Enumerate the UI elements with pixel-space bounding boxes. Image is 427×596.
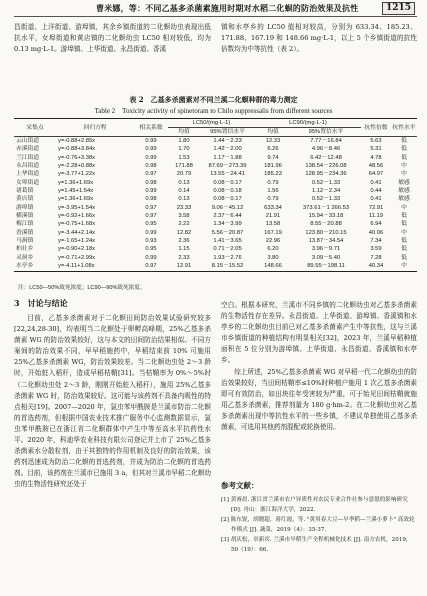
cell-lc90: 21.91 [265,213,281,220]
cell-lc90: 633.34 [264,204,282,211]
table-row [14,195,417,203]
cell-equation: y=-3.44+2.14x [58,229,96,236]
cell-lc90-ci: 128.95－234.36 [305,171,347,178]
table-row [14,187,417,195]
table-row [14,162,417,170]
table-row [14,254,417,262]
cell-equation: y=1.45+1.54x [58,188,94,195]
toxicity-table [14,118,417,272]
cell-ratio: 72.91 [368,204,384,211]
header-lc90: LC90/(mg·L-1) [255,119,361,128]
header-level: 抗性水平 [392,124,416,131]
cell-lc50: 0.13 [178,179,190,186]
cell-level: 中 [401,171,407,178]
top-right-text [221,22,417,55]
table-row [14,145,417,153]
cell-ratio: 0.41 [370,196,382,203]
cell-level: 低 [401,154,407,161]
cell-lc50-ci: 1.34－3.99 [213,221,242,228]
cell-lc90: 9.74 [267,154,279,161]
cell-level: 低 [401,213,407,220]
header-ratio: 抗性倍数 [364,124,388,131]
cell-lc90: 6.26 [267,146,279,153]
cell-lc90: 0.79 [267,179,279,186]
cell-level: 敏感 [398,188,410,195]
cell-ratio: 3.59 [370,246,382,253]
cell-site: 香溪镇 [16,229,34,236]
cell-lc50: 2.33 [178,254,190,261]
cell-level: 低 [401,138,407,144]
cell-equation: y=-0.90+2.18x [58,246,96,253]
cell-ratio: 48.56 [368,163,384,170]
cell-equation: y=-0.88+2.85x [58,138,96,144]
cell-lc90-ci: 123.80－210.15 [305,229,347,236]
header-r: 相关系数 [139,124,163,131]
right-body [221,300,417,433]
cell-level: 低 [401,221,407,228]
cell-lc50: 2.22 [178,221,190,228]
cell-ratio: 40.34 [368,263,384,270]
cell-lc90-ci: 8.55－20.88 [310,221,342,228]
cell-lc90: 6.20 [267,246,279,253]
cell-r: 0.99 [145,229,157,236]
cell-ratio: 7.28 [370,254,382,261]
cell-level: 中 [401,204,407,211]
cell-lc50: 0.14 [178,188,190,195]
cell-site: 马涧镇 [16,238,34,245]
cell-r: 0.99 [145,138,157,144]
cell-lc50: 12.82 [176,229,192,236]
cell-site: 云山街道 [16,138,40,144]
running-title: 曹米娜，等：不同乙基多杀菌素施用时期对水稻二化螟的防治效果及抗性 [96,3,359,13]
cell-site: 上华街道 [16,171,40,178]
header-lc50-mean: 均值 [178,129,190,135]
references-title: 参考文献： [221,481,259,490]
cell-site: 诸葛镇 [16,188,34,195]
cell-r: 0.97 [145,213,157,220]
cell-lc90: 167.19 [264,229,282,236]
cell-lc50-ci: 8.15－15.52 [211,263,244,270]
reference-item: [1] 黄睿晨. 浙江省兰溪市农户异质性对农民专业合作社参与意愿的影响研究 [D]. 舟山：浙江海洋大学，2022. [221,497,408,513]
cell-lc90-ci: 15.94－33.18 [308,213,344,220]
cell-lc90-ci: 1.12－2.34 [311,188,341,195]
cell-ratio: 4.78 [370,154,382,161]
cell-level: 低 [401,246,407,253]
section-title: 3 讨论与结论 [14,298,68,308]
cell-lc50-ci: 1.42－2.00 [213,146,242,153]
references-list [221,495,417,555]
cell-site: 游埠镇 [16,204,34,211]
cell-lc90: 12.33 [265,138,281,144]
cell-ratio: 64.97 [368,171,384,178]
cell-ratio: 0.44 [370,188,382,195]
header-rule [14,16,417,17]
cell-lc50: 12.91 [176,263,192,270]
cell-lc90-ci: 6.42－12.48 [310,154,342,161]
paragraph: 目前，乙基多杀菌素对于二化螟田间防治效果试验研究较多[22,24,28-30]，均表明当二化螟处于卵孵高峰期，25%乙基多杀菌素 WG 的防治效果较好，这与本文的田间防治结果相似。不同方案间的防治效果不同，早早稻施药中，早稻结束前 10% 可施用 25%乙基多杀菌素 WG，防治效果较差。当二化螟幼虫处 2～3 龄时，开始蛀入稻秆，造成早稻枯鞘[31]。当枯鞘率为 0%～5%时（二化螟幼虫处 2～3 龄，刚刚开始蛀入稻秆），施用 25%乙基多杀菌素 WG 时，防治效果较好。这可能与该药剂不具备内吸性的特点相关[19]。2007—2020 年，氯虫苯甲酰胺是兰溪市防治二化螟的首选药剂，但根据中国农业技术推广服务中心监测数据显示，氯虫苯甲酰胺已在浙江省二化螟群体中产生中等至高水平抗药性水平。2020 年，科迪华农业科技有限公司登记并上市了 25%乙基多杀菌素水分散粒剂，由于其独特的作用机制及良好的防治效果，该药剂迅速成为防治二化螟的首选药剂，并成为防治二化螟的首选药剂。目前，该药剂在兰溪市已施用 3 a，但其对兰溪市早稻二化螟幼虫的生物活性研究还处于 [14,314,211,489]
cell-lc50-ci: 0.71－2.05 [213,246,242,253]
cell-lc50: 1.80 [178,138,190,144]
cell-r: 0.98 [145,163,157,170]
table-note: 注：LC50—50%致死浓度；LC90—90%致死浓度。 [18,285,146,291]
cell-r: 0.98 [145,179,157,186]
cell-ratio: 5.31 [370,146,382,153]
reference-item: [3] 胡庆松，章新宾. 兰溪市早稻生产全程机械化技术 [J]. 南方农机，2019，50（19）：66. [221,537,412,553]
paragraph: 昌街道、上洋街道、游埠镇，其余乡镇街道的二化螟幼虫表现出低抗水平，女埠街道和黄店镇的二化螟幼虫 LC50 相对较低，均为 0.13 mg·L-1。游埠镇、上华街道、永昌街道、香溪 [14,23,211,54]
cell-equation: y=-3.95+1.54x [58,204,96,211]
table-row [14,137,417,146]
cell-lc50-ci: 0.08－0.18 [213,188,242,195]
cell-lc90: 185.23 [264,171,282,178]
cell-equation: y=-2.28+0.88x [58,163,96,170]
cell-equation: y=-0.92+1.66x [58,213,96,220]
reference-item: [2] 陈东锐，胡晓超，蒋红霞，等. "黄用春大豆—早季稻—兰溪小萝卜" 高效轮作模式 [J]. 蔬菜，2019（4）：35-37. [221,517,415,533]
cell-equation: y=-0.71+2.99x [58,254,96,261]
cell-ratio: 11.19 [368,213,384,220]
cell-lc50: 1.53 [178,154,190,161]
table-row [14,220,417,228]
header-lc90-mean: 均值 [267,129,279,135]
cell-lc50-ci: 9.06－45.12 [211,204,244,211]
cell-level: 敏感 [398,179,410,186]
top-left-text [14,22,211,55]
cell-r: 0.95 [145,246,157,253]
cell-ratio: 5.63 [370,138,382,144]
cell-lc50: 1.70 [178,146,190,153]
cell-lc50-ci: 2.37－6.44 [213,213,242,220]
header-lc50-ci: 95%置信水平 [210,129,245,135]
cell-lc90: 148.66 [264,263,282,270]
cell-ratio: 40.06 [368,229,384,236]
cell-lc50: 0.13 [178,196,190,203]
cell-r: 0.97 [145,263,157,270]
cell-lc90-ci: 373.61－1 266.53 [302,204,350,211]
cell-lc50-ci: 0.08－0.17 [213,179,242,186]
page-number: 1215 [382,2,415,15]
cell-site: 横溪镇 [16,213,34,220]
page-header [0,0,427,19]
cell-lc50-ci: 1.93－2.76 [213,254,242,261]
table-row [14,237,417,245]
table-row [14,179,417,187]
cell-level: 低 [401,146,407,153]
cell-level: 敏感 [398,196,410,203]
cell-lc50-ci: 0.08－0.17 [213,196,242,203]
cell-lc50: 2.36 [178,238,190,245]
cell-equation: y=-0.88+3.84x [58,146,96,153]
cell-lc90: 13.58 [265,221,281,228]
cell-lc50: 1.15 [178,246,190,253]
cell-site: 灵洞乡 [16,254,34,261]
cell-r: 0.97 [145,171,157,178]
cell-equation: y=-0.76+3.38x [58,154,96,161]
cell-site: 梅江镇 [16,221,34,228]
cell-ratio: 6.94 [370,221,382,228]
cell-level: 低 [401,238,407,245]
cell-equation: y=-3.77+1.22x [58,171,96,178]
cell-lc90-ci: 3.96－9.71 [311,246,341,253]
cell-lc50-ci: 1.41－3.65 [213,238,242,245]
cell-level: 中 [401,229,407,236]
cell-r: 0.99 [145,154,157,161]
cell-site: 永昌街道 [16,163,40,170]
cell-level: 低 [401,254,407,261]
cell-r: 0.99 [145,254,157,261]
cell-r: 0.95 [145,221,157,228]
cell-lc90-ci: 89.55－198.11 [307,263,345,270]
cell-lc50: 23.33 [176,204,192,211]
cell-lc90-ci: 4.96－8.46 [311,146,341,153]
cell-r: 0.99 [145,146,157,153]
cell-lc90-ci: 13.87－34.54 [308,238,344,245]
header-site: 采集点 [26,124,44,131]
cell-level: 中 [401,163,407,170]
cell-lc90-ci: 138.54－226.08 [305,163,347,170]
cell-level: 中 [401,263,407,270]
cell-lc90: 0.79 [267,196,279,203]
paragraph: 综上所述，25%乙基多杀菌素 WG 对早稻一代二化螟幼虫的防治效果较好，当田间枯鞘率≤10%时种植户施用 1 次乙基多杀菌素即可有效防治，如田块往年受害较为严重，可于始见田间枯鞘就施用乙基多杀菌素，推荐剂量为 180 g·hm-2。在二化螟幼虫对乙基多杀菌素出现中等抗性水平的一些乡镇，不建议单独使用乙基多杀菌素，可选用其他药剂混配或轮换使用。 [221,367,417,432]
table-row [14,204,417,212]
table-row [14,229,417,237]
cell-equation: y=1.36+1.69x [58,179,94,186]
cell-lc90-ci: 7.77－16.84 [310,138,342,144]
cell-r: 0.98 [145,196,157,203]
cell-lc90-ci: 3.09－5.40 [311,254,341,261]
table-caption-cn: 表 2 乙基多杀菌素对不同兰溪二化螟种群的毒力测定 [129,95,298,104]
cell-lc50-ci: 1.44－2.23 [213,138,242,144]
cell-site: 水亭乡 [16,263,34,270]
table-row [14,154,417,162]
cell-lc50: 171.88 [175,163,193,170]
cell-lc90-ci: 0.52－1.33 [311,196,341,203]
left-body [14,313,211,491]
cell-lc50-ci: 1.17－1.88 [213,154,242,161]
cell-lc50-ci: 87.69－273.39 [208,163,247,170]
cell-ratio: 7.34 [370,238,382,245]
cell-lc50: 3.58 [178,213,190,220]
table-caption-en: Table 2 Toxicity activity of spinetoram to Chilo suppressalis from different sources [94,107,333,115]
cell-lc50-ci: 5.56－20.87 [211,229,244,236]
cell-site: 柏社乡 [16,246,34,253]
cell-site: 黄店镇 [16,196,34,203]
cell-lc50-ci: 13.55－24.41 [210,171,245,178]
cell-site: 赤溪街道 [16,146,40,153]
cell-lc50: 20.79 [176,171,192,178]
table-row [14,245,417,253]
cell-lc90: 181.96 [264,163,282,170]
header-lc90-ci: 95%置信水平 [308,129,344,135]
cell-site: 兰江街道 [16,154,40,161]
table-row [14,262,417,271]
cell-equation: y=-4.11+1.08x [58,263,95,270]
cell-lc90: 3.80 [267,254,279,261]
cell-lc90: 1.56 [267,188,279,195]
cell-equation: y=-1.65+1.24x [58,238,96,245]
paragraph: 空白。根据本研究，兰溪市不同乡镇的二化螟幼虫对乙基多杀菌素的生物活性存在差异。永昌街道、上华街道、游埠镇、香溪镇和水亭乡的二化螟幼虫目前已对乙基多杀菌素产生中等抗性，这与兰溪市乡镇街道的种植结构有明显相关[32]，2023 年，兰溪早稻种植面积在 5 位分别为游埠镇、上华街道、永昌街道、香溪镇和水亭乡。 [221,301,417,365]
cell-lc90: 22.96 [265,238,281,245]
cell-lc90-ci: 0.52－1.33 [311,179,341,186]
cell-ratio: 0.41 [370,179,382,186]
table-row [14,170,417,178]
header-lc50: LC50/(mg·L-1) [168,119,255,128]
cell-equation: y=-0.75+1.68x [58,221,96,228]
header-equation: 回归方程 [83,124,107,131]
cell-equation: y=1.36+1.69x [58,196,94,203]
cell-r: 0.99 [145,188,157,195]
cell-r: 0.93 [145,238,157,245]
paragraph: 镇和水亭乡的 LC50 值相对较高，分别为 633.34、185.23、171.88、167.19 和 148.66 mg·L-1，以上 5 个乡镇街道的抗性倍数均为中等抗性（表 2）。 [221,23,417,54]
cell-r: 0.97 [145,204,157,211]
table-row [14,212,417,220]
cell-site: 女埠街道 [16,179,40,186]
